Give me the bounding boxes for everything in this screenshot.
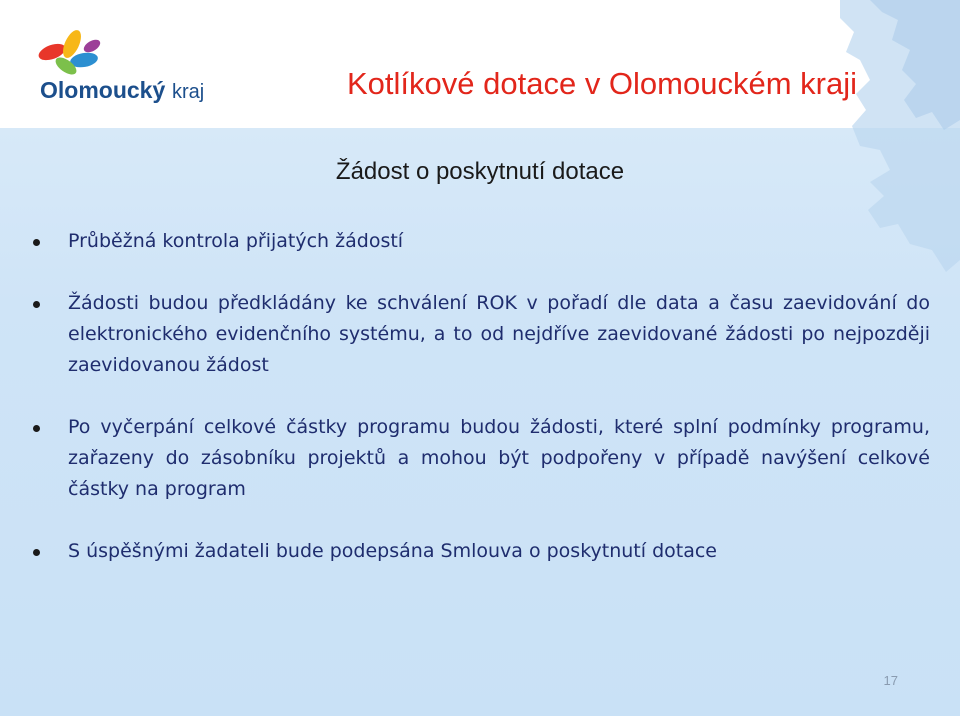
- bullet-item-3: Po vyčerpání celkové částky programu budou žádosti, které splní podmínky programu, zařazeny do zásobníku projektů a mohou být podpořeny v případě navýšení celkové částky na program: [30, 412, 930, 505]
- bullet-item-1: Průběžná kontrola přijatých žádostí: [30, 226, 930, 257]
- bullet-item-4: S úspěšnými žadateli bude podepsána Smlouva o poskytnutí dotace: [30, 536, 930, 567]
- slide-title: Kotlíkové dotace v Olomouckém kraji: [347, 66, 857, 101]
- page-number: 17: [883, 673, 898, 688]
- olomoucky-kraj-logo: [38, 30, 268, 110]
- svg-text:Olomoucký: Olomoucký: [40, 77, 166, 103]
- svg-text:kraj: kraj: [172, 81, 205, 103]
- bullet-item-2: Žádosti budou předkládány ke schválení ROK v pořadí dle data a času zaevidování do elektronického evidenčního systému, a to od nejdříve zaevidované žádosti po nejpozději zaevidovanou žádost: [30, 288, 930, 381]
- bullet-list: [30, 226, 930, 567]
- slide-subtitle: Žádost o poskytnutí dotace: [335, 158, 625, 185]
